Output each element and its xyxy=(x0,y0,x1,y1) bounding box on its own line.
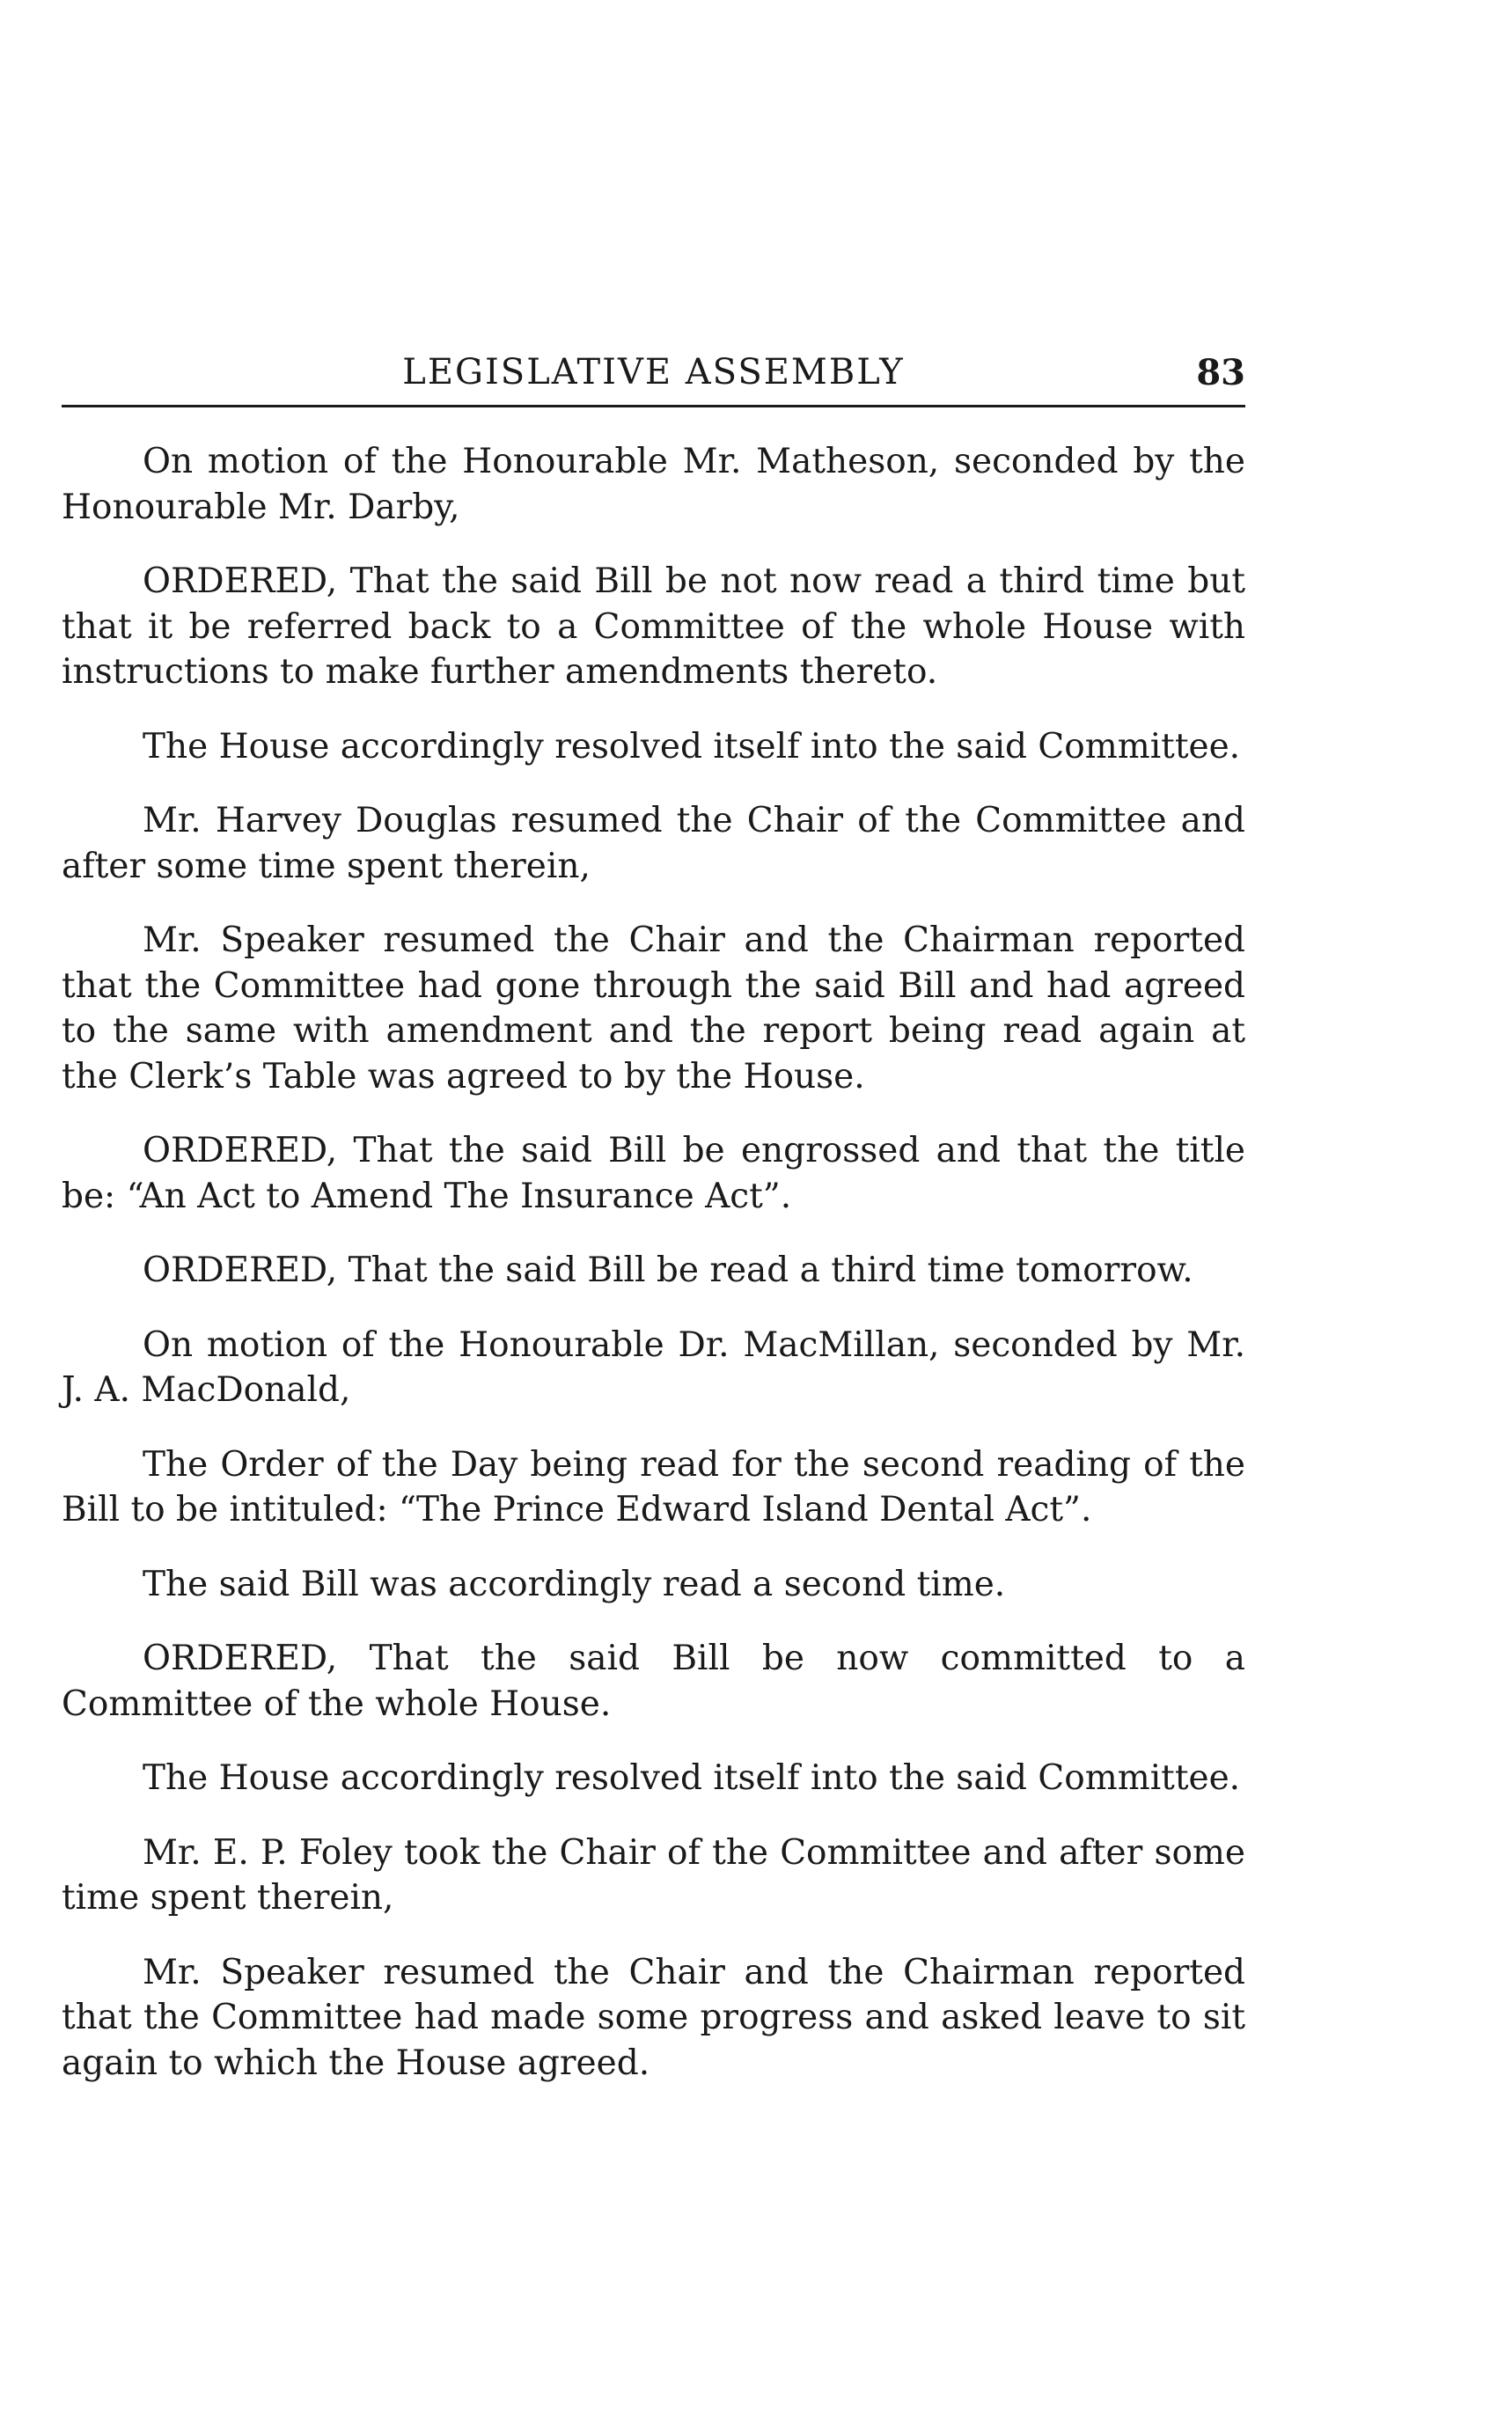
paragraph-speaker-report: Mr. Speaker resumed the Chair and the Chairman reported that the Committee had gone through the said Bill and had agreed to the same with amendment and the report being read again at the Clerk’s Table was agreed to by the House. xyxy=(62,921,1245,1097)
paragraph-foley-chair: Mr. E. P. Foley took the Chair of the Committee and after some time spent therein, xyxy=(62,1832,1245,1918)
paragraph-second-reading: The said Bill was accordingly read a second time. xyxy=(143,1564,1006,1604)
paragraph-ordered-engrossed: ORDERED, That the said Bill be engrossed and that the title be: “An Act to Amend The Insurance Act”. xyxy=(62,1131,1245,1216)
paragraph-house-resolved-2: The House accordingly resolved itself into the said Committee. xyxy=(143,1758,1241,1798)
running-title: LEGISLATIVE ASSEMBLY xyxy=(402,352,905,392)
paragraph-ordered-committed: ORDERED, That the said Bill be now committed to a Committee of the whole House. xyxy=(62,1639,1245,1724)
page-body xyxy=(62,439,1245,2086)
paragraph-order-of-day: The Order of the Day being read for the second reading of the Bill to be intituled: “The Prince Edward Island Dental Act”. xyxy=(62,1444,1245,1529)
page-number: 83 xyxy=(1196,352,1245,393)
paragraph-motion-macmillan: On motion of the Honourable Dr. MacMillan, seconded by Mr. J. A. MacDonald, xyxy=(62,1324,1245,1410)
paragraph-motion-matheson: On motion of the Honourable Mr. Matheson, seconded by the Honourable Mr. Darby, xyxy=(62,442,1245,527)
paragraph-ordered-third-reading: ORDERED, That the said Bill be read a third time tomorrow. xyxy=(143,1251,1193,1290)
page-header xyxy=(62,352,1245,407)
document-page xyxy=(62,352,1245,2115)
paragraph-speaker-progress: Mr. Speaker resumed the Chair and the Chairman reported that the Committee had made some progress and asked leave to sit again to which the House agreed. xyxy=(62,1952,1245,2083)
paragraph-house-resolved: The House accordingly resolved itself into the said Committee. xyxy=(143,726,1241,767)
paragraph-douglas-chair: Mr. Harvey Douglas resumed the Chair of the Committee and after some time spent therein, xyxy=(62,801,1245,886)
paragraph-ordered-referred-back: ORDERED, That the said Bill be not now read a third time but that it be referred back to a Committee of the whole House with instructions to make further amendments thereto. xyxy=(62,561,1245,692)
